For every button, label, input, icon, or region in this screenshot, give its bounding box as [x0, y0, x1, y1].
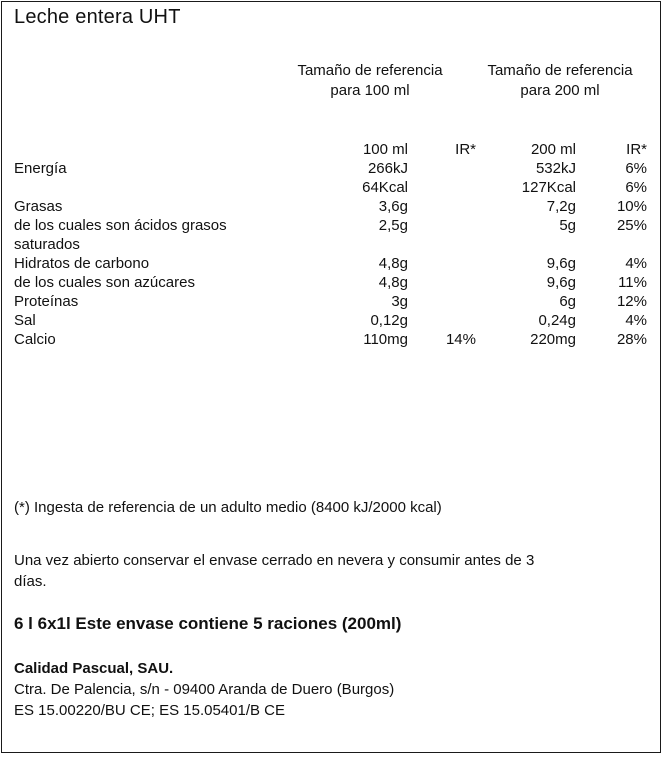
value-200ml: 7,2g	[546, 198, 576, 215]
nutrient-label: Calcio	[14, 331, 56, 348]
nutrient-label: Energía	[14, 160, 67, 177]
ref-header-200ml	[470, 61, 650, 101]
ref-header-200ml-line2: para 200 ml	[520, 82, 600, 99]
ref-header-100ml-line2: para 100 ml	[330, 82, 410, 99]
nutrient-label: Grasas	[14, 198, 63, 215]
value-100ml: 2,5g	[378, 217, 408, 234]
company-registry: ES 15.00220/BU CE; ES 15.05401/B CE	[14, 702, 286, 719]
value-100ml: 3g	[391, 293, 408, 310]
ir-200ml: 11%	[618, 274, 647, 291]
storage-note-line2: días.	[14, 573, 47, 590]
value-100ml: 0,12g	[370, 312, 408, 329]
label-frame	[1, 1, 661, 753]
ir-200ml: 12%	[616, 293, 647, 310]
column-header-200ml: 200 ml	[530, 141, 576, 158]
column-header-100ml: 100 ml	[362, 141, 408, 158]
value-200ml: 0,24g	[538, 312, 576, 329]
nutrient-label: Hidratos de carbono	[14, 255, 150, 272]
column-header-ir-100ml: IR*	[455, 141, 476, 158]
nutrient-label: Sal	[14, 312, 36, 329]
value-100ml: 4,8g	[378, 255, 408, 272]
ref-header-200ml-line1: Tamaño de referencia	[487, 62, 633, 79]
ir-200ml: 4%	[625, 255, 647, 272]
nutrient-label: saturados	[14, 236, 80, 253]
nutrient-label: de los cuales son ácidos grasos	[14, 217, 227, 234]
ref-header-100ml	[280, 61, 460, 101]
ir-200ml: 25%	[616, 217, 647, 234]
storage-note-line1: Una vez abierto conservar el envase cerrado en nevera y consumir antes de 3	[14, 552, 535, 569]
value-100ml: 3,6g	[378, 198, 408, 215]
nutrient-label: Proteínas	[14, 293, 79, 310]
ref-header-100ml-line1: Tamaño de referencia	[297, 62, 443, 79]
company-address: Ctra. De Palencia, s/n - 09400 Aranda de Duero (Burgos)	[14, 681, 395, 698]
company-info	[14, 658, 394, 721]
value-100ml: 266kJ	[367, 160, 408, 177]
value-200ml: 532kJ	[535, 160, 576, 177]
value-200ml: 6g	[559, 293, 576, 310]
value-200ml: 220mg	[530, 331, 576, 348]
value-100ml: 110mg	[363, 331, 408, 348]
ir-200ml: 10%	[616, 198, 647, 215]
value-200ml: 5g	[559, 217, 576, 234]
value-100ml: 64Kcal	[362, 179, 408, 196]
storage-note	[14, 550, 534, 592]
ir-200ml: 28%	[616, 331, 647, 348]
servings-info: 6 l 6x1l Este envase contiene 5 raciones (200ml)	[14, 614, 402, 633]
value-200ml: 9,6g	[546, 274, 576, 291]
nutrient-label: de los cuales son azúcares	[14, 274, 195, 291]
product-title: Leche entera UHT	[14, 6, 181, 28]
value-100ml: 4,8g	[378, 274, 408, 291]
company-name: Calidad Pascual, SAU.	[14, 660, 174, 677]
ir-200ml: 6%	[625, 160, 647, 177]
column-header-ir-200ml: IR*	[626, 141, 647, 158]
ir-200ml: 6%	[625, 179, 647, 196]
ir-100ml: 14%	[445, 331, 476, 348]
value-200ml: 9,6g	[546, 255, 576, 272]
reference-intake-footnote: (*) Ingesta de referencia de un adulto medio (8400 kJ/2000 kcal)	[14, 499, 442, 516]
ir-200ml: 4%	[625, 312, 647, 329]
value-200ml: 127Kcal	[521, 179, 576, 196]
